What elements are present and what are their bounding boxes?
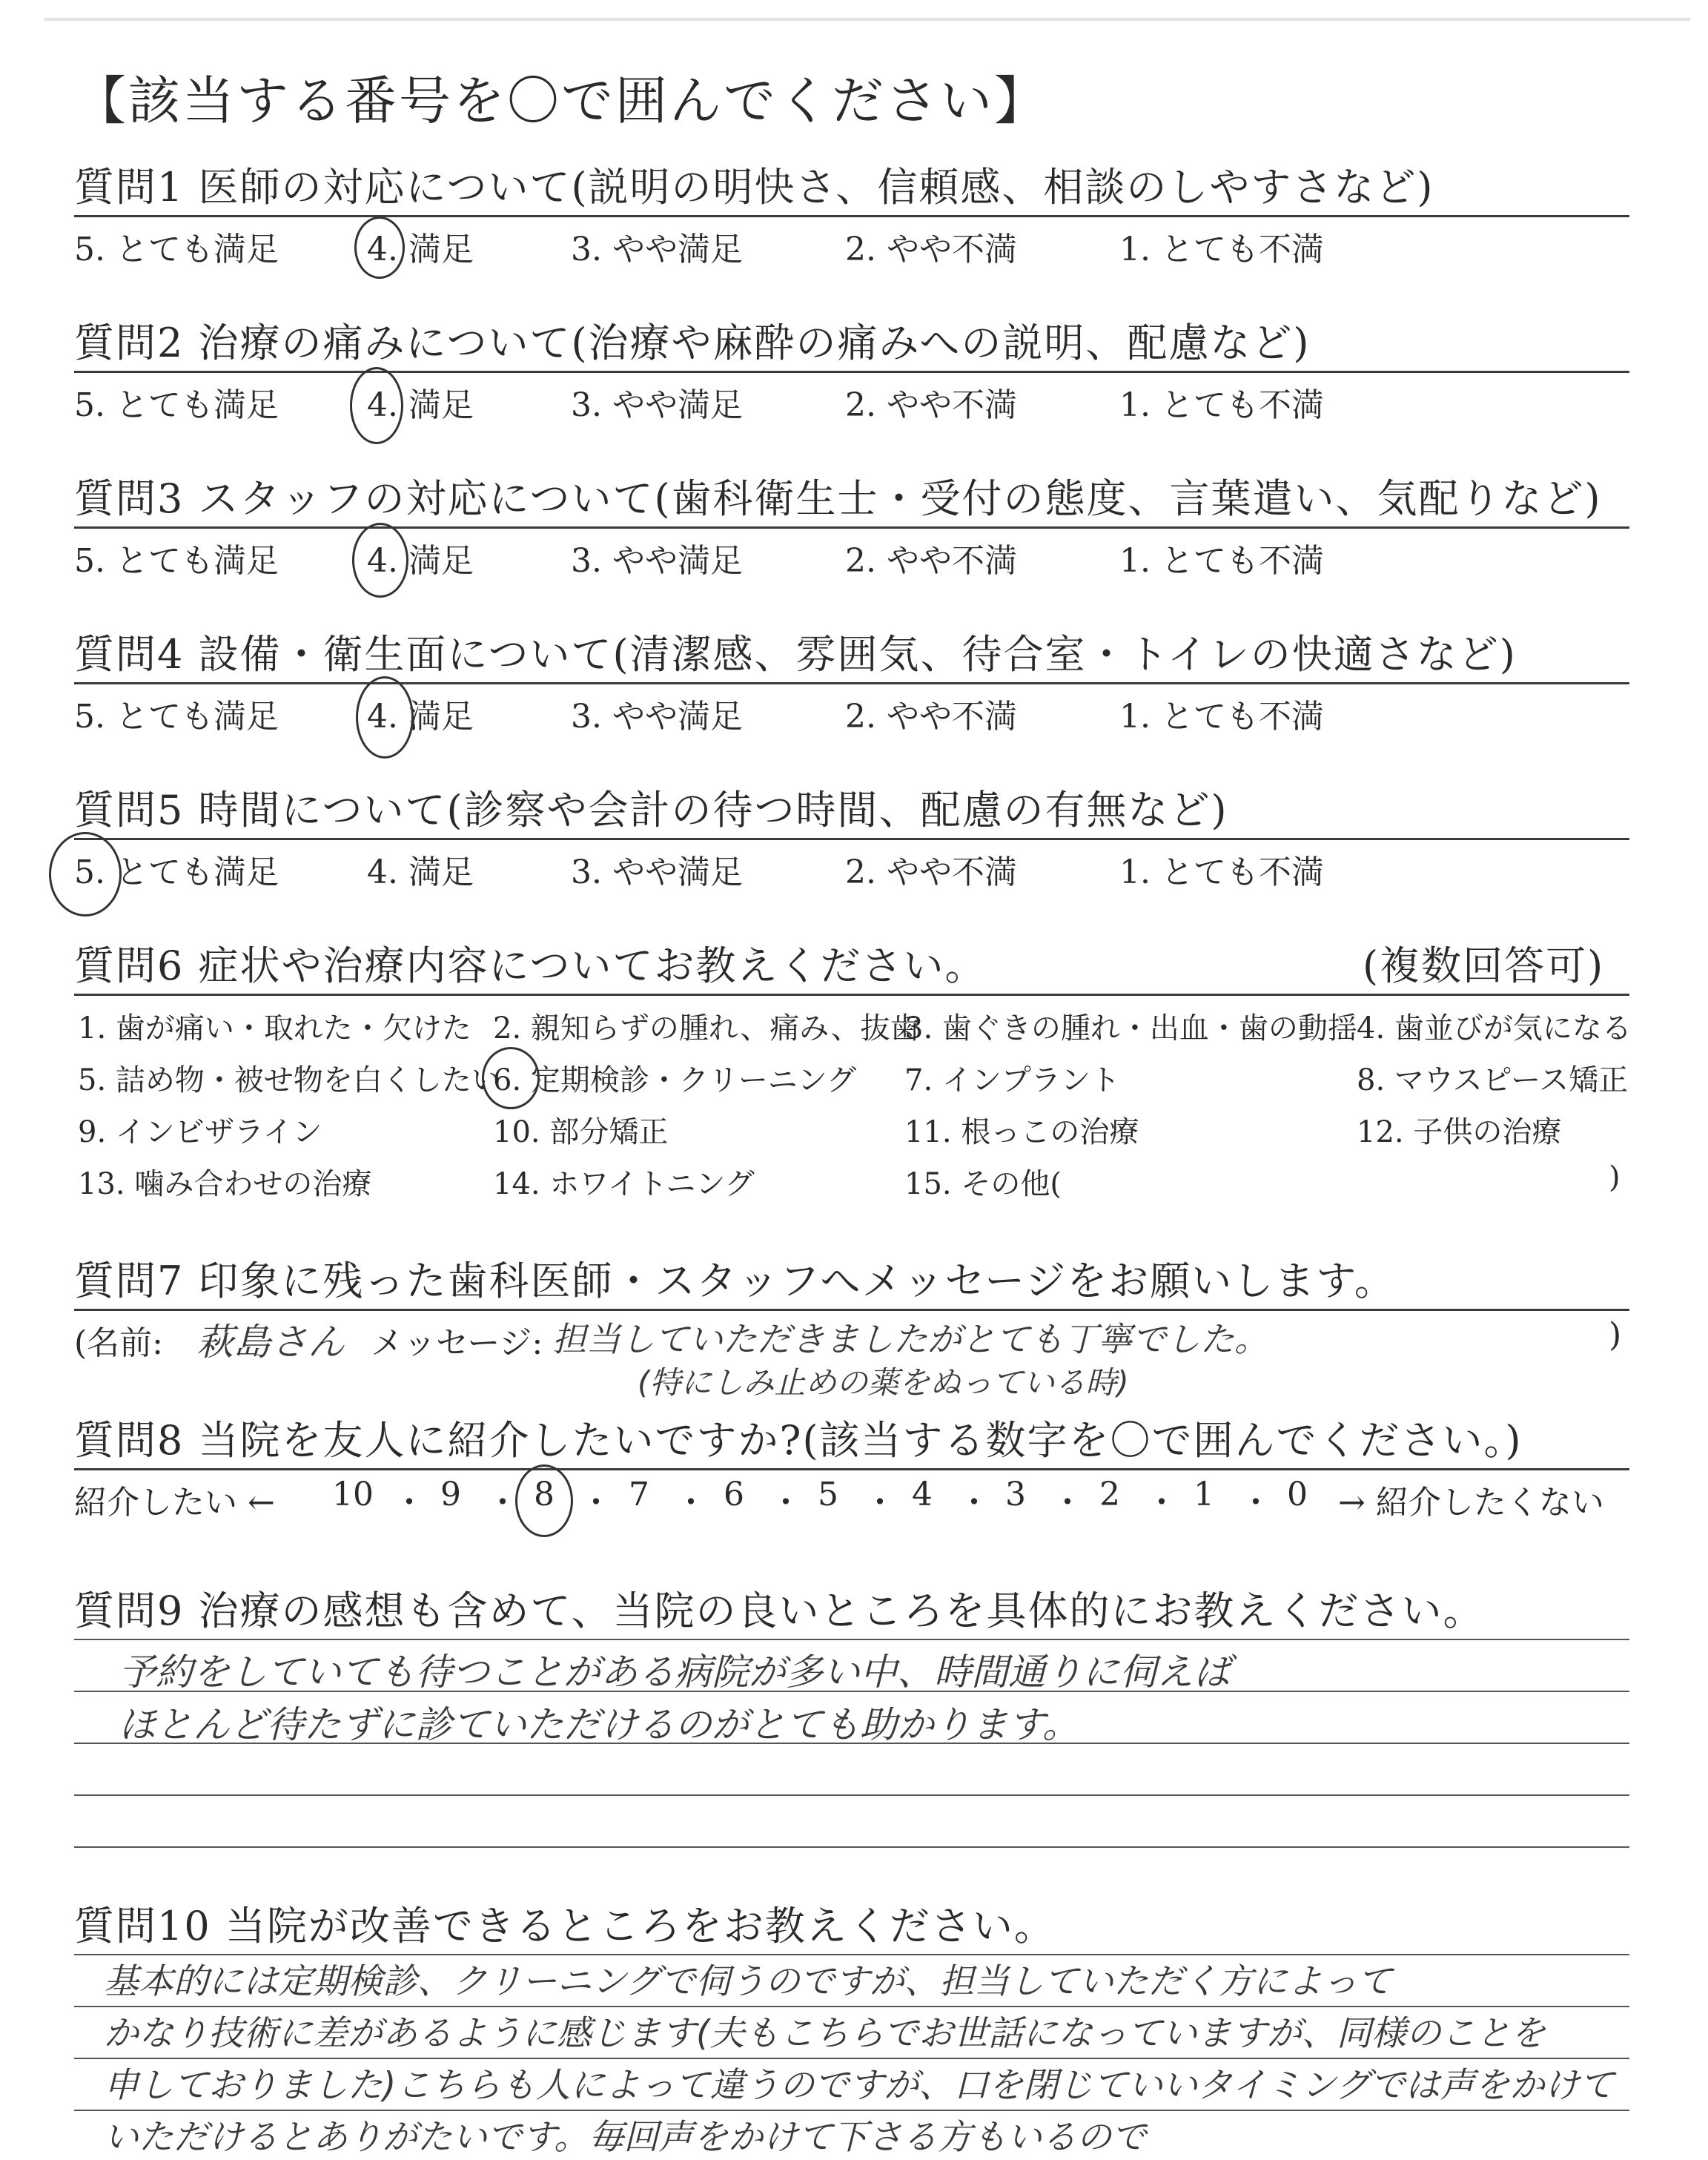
q9-answer-line — [74, 1846, 1629, 1848]
q4-option-2[interactable]: 2. やや不満 — [845, 698, 1017, 736]
q3-option-4[interactable]: 4. 満足 — [367, 542, 474, 580]
q10-answer-text-2[interactable]: かなり技術に差があるように感じます(夫もこちらでお世話になっていますが、同様のことを — [104, 2013, 1546, 2054]
q8-dot: ・ — [675, 1484, 707, 1522]
q6-option-6[interactable]: 6. 定期検診・クリーニング — [493, 1063, 857, 1097]
question-5-rule — [74, 838, 1629, 840]
q6-option-8[interactable]: 8. マウスピース矯正 — [1357, 1063, 1629, 1097]
q7-name-prefix: (名前: — [74, 1324, 163, 1362]
q8-dot: ・ — [769, 1484, 802, 1522]
q6-option-2[interactable]: 2. 親知らずの腫れ、痛み、抜歯 — [493, 1011, 920, 1046]
q6-option-12[interactable]: 12. 子供の治療 — [1357, 1115, 1562, 1149]
question-7-label: 質問7 印象に残った歯科医師・スタッフへメッセージをお願いします。 — [74, 1258, 1396, 1304]
q5-option-4[interactable]: 4. 満足 — [367, 853, 474, 891]
q7-close-paren: ) — [1609, 1316, 1622, 1354]
q6-option-10[interactable]: 10. 部分矯正 — [493, 1115, 669, 1149]
q8-scale-7[interactable]: 7 — [629, 1476, 649, 1513]
question-1-rule — [74, 215, 1629, 217]
q1-option-2[interactable]: 2. やや不満 — [845, 231, 1017, 268]
q6-option-13[interactable]: 13. 噛み合わせの治療 — [78, 1167, 372, 1201]
q1-option-5[interactable]: 5. とても満足 — [74, 231, 279, 268]
q6-selected-circle — [482, 1047, 540, 1109]
q4-selected-circle — [356, 676, 414, 759]
q8-scale-1[interactable]: 1 — [1194, 1476, 1214, 1513]
q6-option-11[interactable]: 11. 根っこの治療 — [904, 1115, 1139, 1149]
q5-option-5[interactable]: 5. とても満足 — [74, 853, 279, 891]
q8-dot: ・ — [864, 1484, 896, 1522]
q6-option-14[interactable]: 14. ホワイトニング — [493, 1167, 755, 1201]
q3-selected-circle — [352, 523, 408, 598]
question-2-rule — [74, 371, 1629, 373]
q3-option-1[interactable]: 1. とても不満 — [1119, 542, 1324, 580]
question-6-rule — [74, 994, 1629, 996]
q8-dot: ・ — [580, 1484, 612, 1522]
q9-answer-text-1[interactable]: 予約をしていても待つことがある病院が多い中、時間通りに伺えば — [119, 1651, 1231, 1694]
q6-option-1[interactable]: 1. 歯が痛い・取れた・欠けた — [78, 1011, 471, 1046]
q3-option-5[interactable]: 5. とても満足 — [74, 542, 279, 580]
question-9-label: 質問9 治療の感想も含めて、当院の良いところを具体的にお教えください。 — [74, 1588, 1485, 1634]
question-6-multi-note: (複数回答可) — [1363, 942, 1605, 989]
q10-answer-text-1[interactable]: 基本的には定期検診、クリーニングで伺うのですが、担当していただく方によって — [104, 1961, 1393, 2002]
q8-scale-10[interactable]: 10 — [332, 1476, 374, 1513]
q3-option-2[interactable]: 2. やや不満 — [845, 542, 1017, 580]
q8-dot: ・ — [393, 1484, 426, 1522]
q7-message-line-1[interactable]: 担当していただきましたがとても丁寧でした。 — [552, 1319, 1268, 1359]
q8-dot: ・ — [1051, 1484, 1084, 1522]
q8-dot: ・ — [958, 1484, 990, 1522]
question-5-label: 質問5 時間について(診察や会計の待つ時間、配慮の有無など) — [74, 787, 1228, 833]
question-2-label: 質問2 治療の痛みについて(治療や麻酔の痛みへの説明、配慮など) — [74, 320, 1311, 366]
q2-option-2[interactable]: 2. やや不満 — [845, 386, 1017, 424]
q5-option-2[interactable]: 2. やや不満 — [845, 853, 1017, 891]
q9-answer-line — [74, 1639, 1629, 1640]
q5-option-3[interactable]: 3. やや満足 — [571, 853, 743, 891]
q8-scale-2[interactable]: 2 — [1099, 1476, 1120, 1513]
q1-option-3[interactable]: 3. やや満足 — [571, 231, 743, 268]
q7-message-line-2[interactable]: (特にしみ止めの薬をぬっている時) — [638, 1364, 1129, 1401]
q9-answer-line — [74, 1794, 1629, 1796]
form-instruction-title: 【該当する番号を〇で囲んでください】 — [74, 70, 1048, 131]
q5-selected-circle — [49, 832, 122, 916]
question-10-label: 質問10 当院が改善できるところをお教えください。 — [74, 1903, 1056, 1949]
scan-top-edge — [44, 18, 1690, 21]
question-7-rule — [74, 1309, 1629, 1311]
question-8-label: 質問8 当院を友人に紹介したいですか?(該当する数字を〇で囲んでください。) — [74, 1417, 1523, 1464]
q8-scale-5[interactable]: 5 — [818, 1476, 838, 1513]
q2-option-4[interactable]: 4. 満足 — [367, 386, 474, 424]
q4-option-4[interactable]: 4. 満足 — [367, 698, 474, 736]
q1-option-1[interactable]: 1. とても不満 — [1119, 231, 1324, 268]
q7-message-prefix: メッセージ: — [371, 1324, 543, 1362]
q10-answer-text-3[interactable]: 申しておりました)こちらも人によって違うのですが、口を閉じていいタイミングでは声をかけて — [104, 2065, 1615, 2106]
q1-option-4[interactable]: 4. 満足 — [367, 231, 474, 268]
q8-scale-0[interactable]: 0 — [1287, 1476, 1308, 1513]
q8-dot: ・ — [486, 1484, 519, 1522]
question-8-rule — [74, 1468, 1629, 1470]
q8-scale-3[interactable]: 3 — [1005, 1476, 1026, 1513]
q9-answer-text-2[interactable]: ほとんど待たずに診ていただけるのがとても助かります。 — [119, 1703, 1079, 1746]
q3-option-3[interactable]: 3. やや満足 — [571, 542, 743, 580]
q8-scale-4[interactable]: 4 — [912, 1476, 933, 1513]
question-3-label: 質問3 スタッフの対応について(歯科衛生士・受付の態度、言葉遣い、気配りなど) — [74, 475, 1602, 522]
question-1-label: 質問1 医師の対応について(説明の明快さ、信頼感、相談のしやすさなど) — [74, 164, 1434, 211]
q8-dot: ・ — [1239, 1484, 1272, 1522]
q2-option-5[interactable]: 5. とても満足 — [74, 386, 279, 424]
q6-option-7[interactable]: 7. インプラント — [904, 1063, 1120, 1097]
q1-selected-circle — [354, 217, 405, 279]
q8-left-label: 紹介したい ← — [74, 1484, 275, 1522]
q6-option-5[interactable]: 5. 詰め物・被せ物を白くしたい — [78, 1063, 501, 1097]
question-6-label: 質問6 症状や治療内容についてお教えください。 — [74, 942, 987, 989]
question-3-rule — [74, 526, 1629, 529]
q7-name-value[interactable]: 萩島さん — [196, 1321, 345, 1364]
q8-scale-8[interactable]: 8 — [534, 1476, 555, 1513]
q6-option-9[interactable]: 9. インビザライン — [78, 1115, 322, 1149]
q2-option-1[interactable]: 1. とても不満 — [1119, 386, 1324, 424]
q8-right-label: → 紹介したくない — [1338, 1484, 1604, 1522]
q8-scale-6[interactable]: 6 — [724, 1476, 744, 1513]
q2-selected-circle — [350, 367, 403, 444]
q8-scale-9[interactable]: 9 — [440, 1476, 461, 1513]
q5-option-1[interactable]: 1. とても不満 — [1119, 853, 1324, 891]
q4-option-1[interactable]: 1. とても不満 — [1119, 698, 1324, 736]
q4-option-5[interactable]: 5. とても満足 — [74, 698, 279, 736]
q2-option-3[interactable]: 3. やや満足 — [571, 386, 743, 424]
q8-selected-circle — [515, 1464, 573, 1537]
q6-option-15-other[interactable]: 15. その他( — [904, 1167, 1062, 1201]
q10-answer-text-4[interactable]: いただけるとありがたいです。毎回声をかけて下さる方もいるので — [104, 2117, 1147, 2158]
q6-other-close-paren: ) — [1609, 1160, 1621, 1195]
q6-option-3[interactable]: 3. 歯ぐきの腫れ・出血・歯の動揺 — [904, 1011, 1357, 1046]
q6-option-4[interactable]: 4. 歯並びが気になる — [1357, 1011, 1632, 1046]
question-4-rule — [74, 682, 1629, 684]
q8-dot: ・ — [1145, 1484, 1178, 1522]
question-4-label: 質問4 設備・衛生面について(清潔感、雰囲気、待合室・トイレの快適さなど) — [74, 631, 1517, 678]
q4-option-3[interactable]: 3. やや満足 — [571, 698, 743, 736]
